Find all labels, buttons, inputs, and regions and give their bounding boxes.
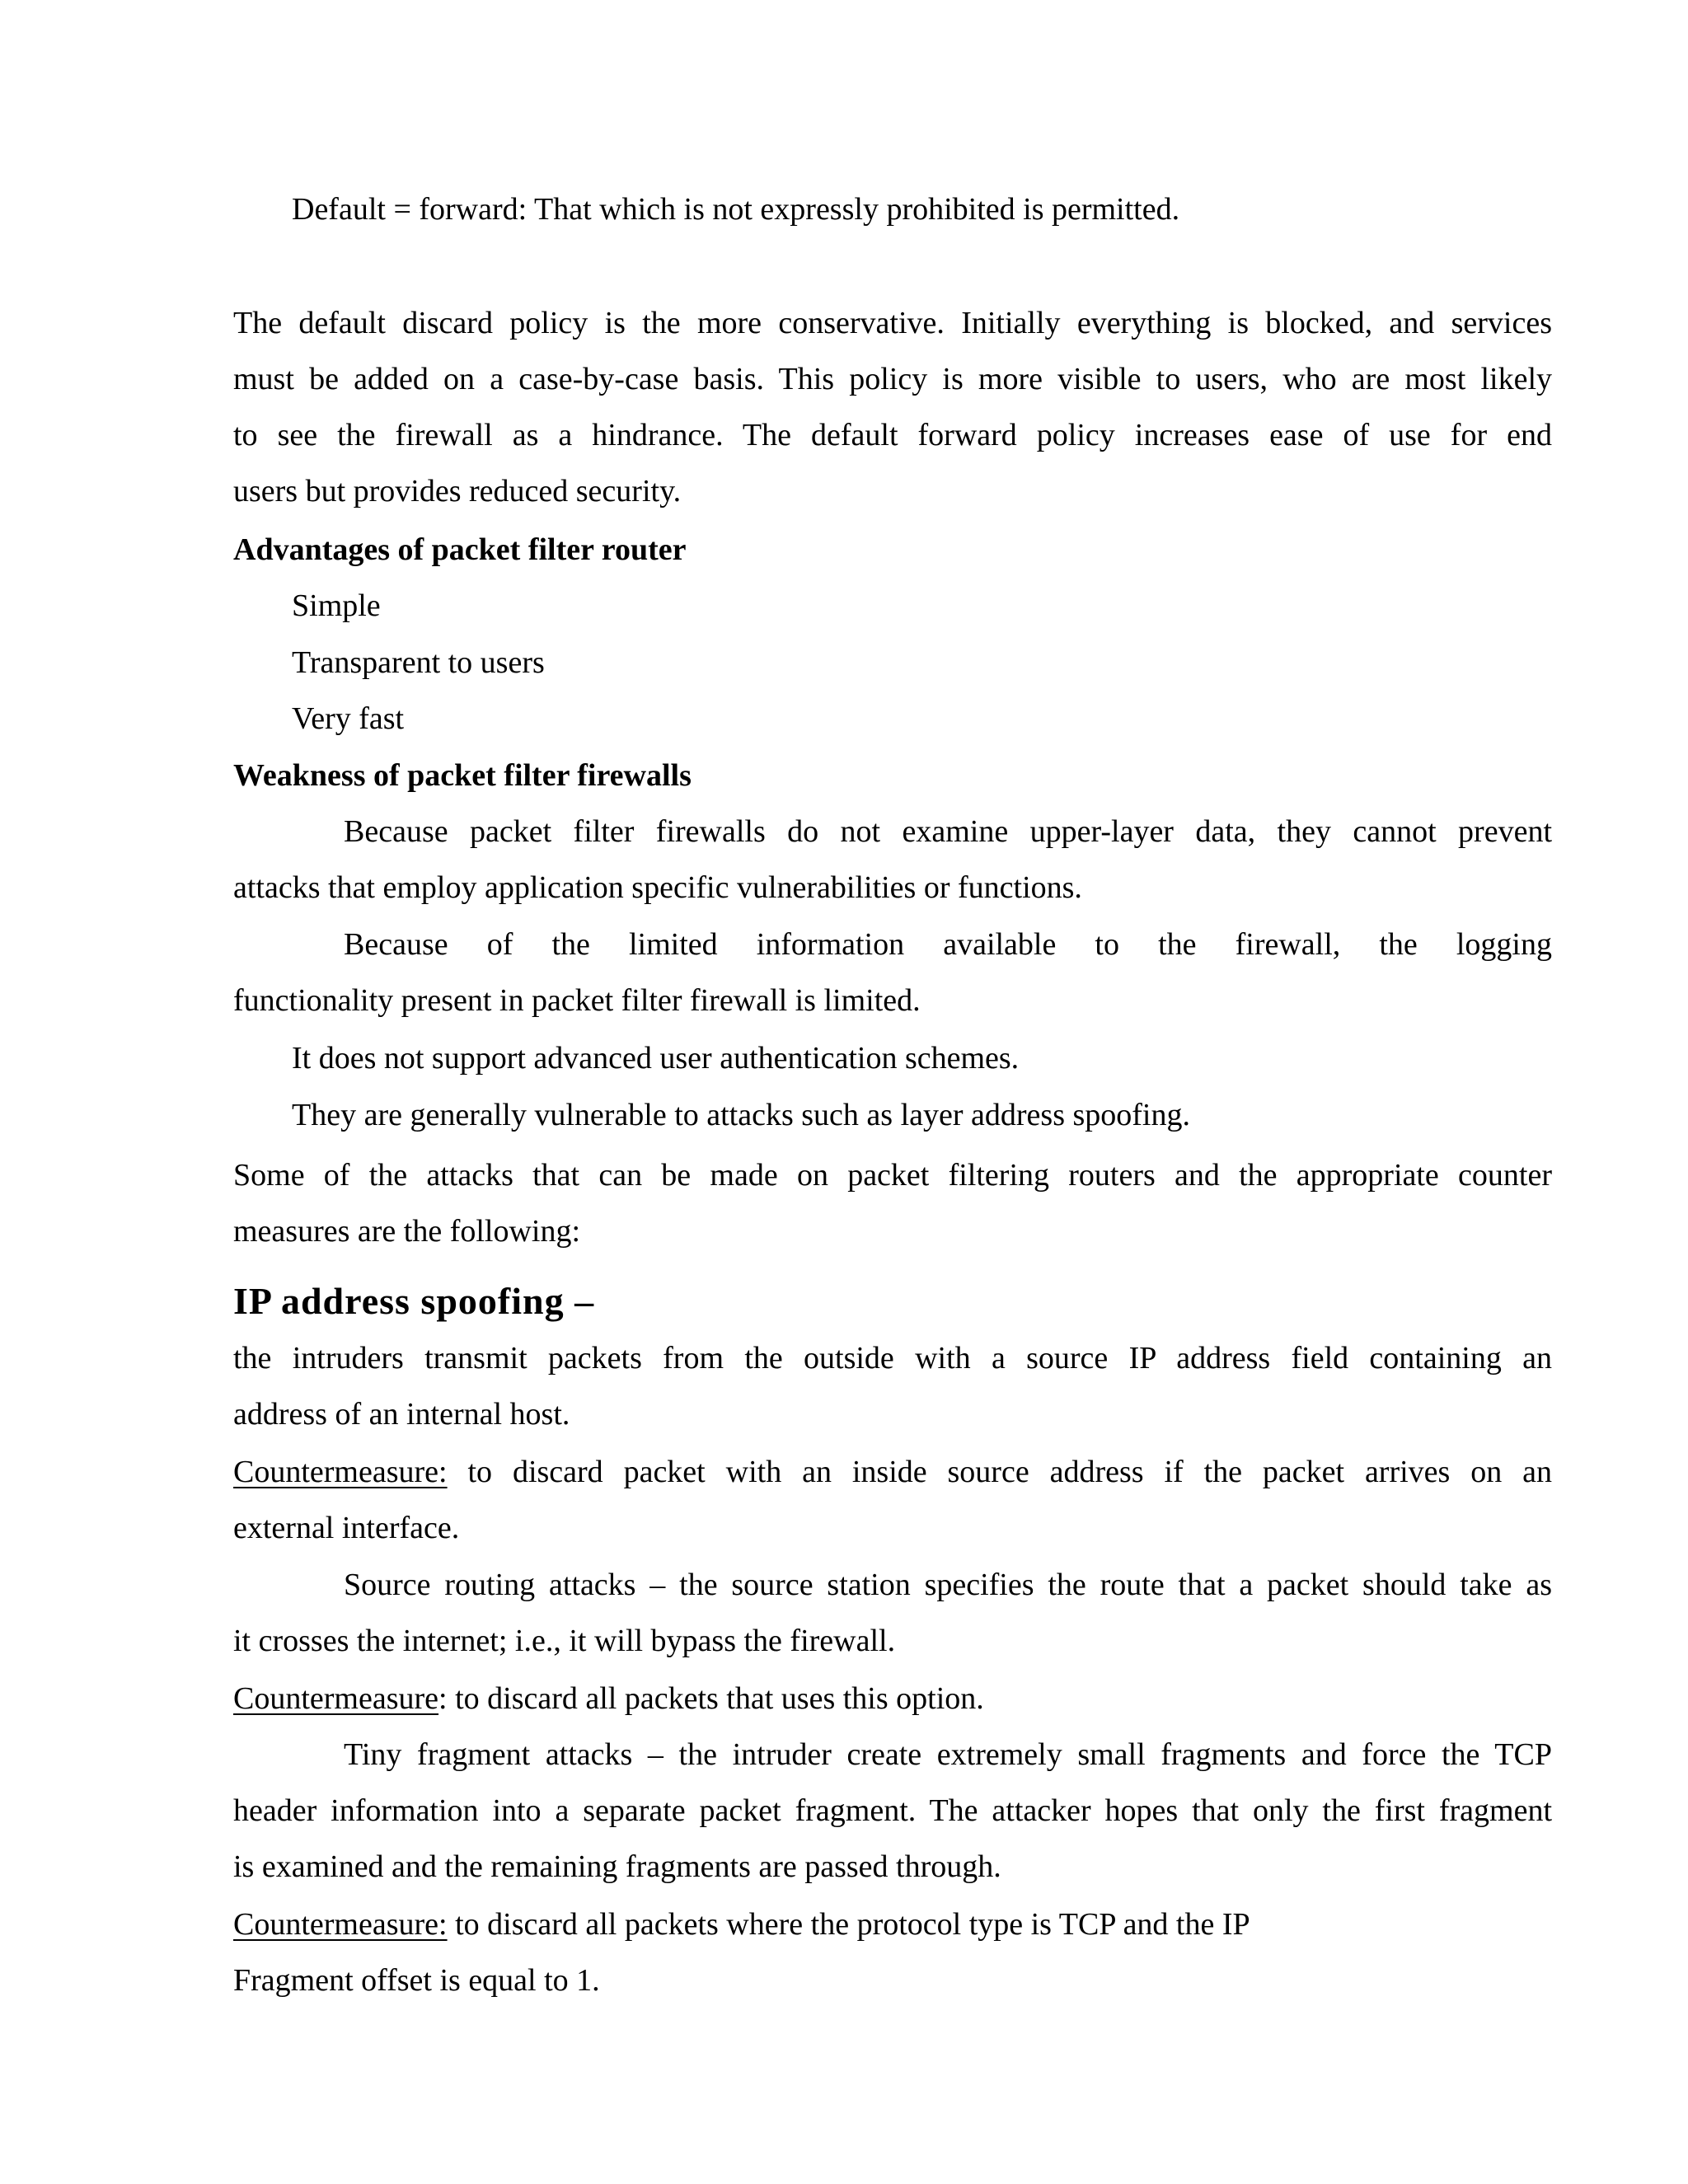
advantage-item: Transparent to users bbox=[292, 645, 545, 680]
countermeasure-line bbox=[233, 1679, 1552, 1718]
paragraph-line: Fragment offset is equal to 1. bbox=[233, 1963, 600, 1998]
countermeasure-line bbox=[233, 1905, 1552, 1944]
paragraph-line: must be added on a case-by-case basis. This policy is more visible to users, who are most likely bbox=[233, 362, 1552, 396]
paragraph-line: address of an internal host. bbox=[233, 1397, 570, 1432]
weakness-item: They are generally vulnerable to attacks such as layer address spoofing. bbox=[292, 1098, 1190, 1132]
paragraph-line: Because of the limited information available to the firewall, the logging bbox=[344, 927, 1552, 962]
countermeasure-label: Countermeasure: bbox=[233, 1907, 448, 1942]
paragraph-line: functionality present in packet filter firewall is limited. bbox=[233, 983, 921, 1018]
paragraph-line: Source routing attacks – the source station specifies the route that a packet should take as bbox=[344, 1568, 1552, 1602]
paragraph-line: The default discard policy is the more conservative. Initially everything is blocked, and services bbox=[233, 306, 1552, 340]
weakness-heading: Weakness of packet filter firewalls bbox=[233, 758, 692, 793]
paragraph-line: Because packet filter firewalls do not examine upper-layer data, they cannot prevent bbox=[344, 814, 1552, 849]
paragraph-line: is examined and the remaining fragments are passed through. bbox=[233, 1849, 1001, 1884]
countermeasure-text: : to discard all packets that uses this option. bbox=[438, 1681, 984, 1716]
countermeasure-label: Countermeasure bbox=[233, 1681, 439, 1716]
advantage-item: Very fast bbox=[292, 701, 405, 736]
paragraph-line: header information into a separate packet fragment. The attacker hopes that only the first fragment bbox=[233, 1793, 1552, 1828]
countermeasure-line bbox=[233, 1452, 1552, 1492]
paragraph-line: it crosses the internet; i.e., it will bypass the firewall. bbox=[233, 1624, 896, 1658]
paragraph-line: external interface. bbox=[233, 1511, 460, 1545]
countermeasure-label: Countermeasure: bbox=[233, 1455, 448, 1489]
paragraph-line: Some of the attacks that can be made on packet filtering routers and the appropriate counter bbox=[233, 1158, 1552, 1193]
paragraph-line: Tiny fragment attacks – the intruder create extremely small fragments and force the TCP bbox=[344, 1737, 1552, 1772]
paragraph-line: to see the firewall as a hindrance. The default forward policy increases ease of use for end bbox=[233, 418, 1552, 452]
advantage-item: Simple bbox=[292, 588, 381, 623]
countermeasure-text: to discard packet with an inside source address if the packet arrives on an bbox=[447, 1455, 1552, 1489]
paragraph-line: attacks that employ application specific vulnerabilities or functions. bbox=[233, 870, 1082, 905]
ip-spoofing-heading: IP address spoofing – bbox=[233, 1280, 595, 1322]
paragraph-line: measures are the following: bbox=[233, 1214, 581, 1249]
countermeasure-text: to discard all packets where the protocol type is TCP and the IP bbox=[447, 1907, 1250, 1942]
paragraph-line: the intruders transmit packets from the outside with a source IP address field containing an bbox=[233, 1341, 1552, 1376]
default-forward-line: Default = forward: That which is not expressly prohibited is permitted. bbox=[292, 192, 1180, 227]
weakness-item: It does not support advanced user authentication schemes. bbox=[292, 1041, 1020, 1076]
advantages-heading: Advantages of packet filter router bbox=[233, 532, 687, 567]
paragraph-line: users but provides reduced security. bbox=[233, 474, 682, 509]
